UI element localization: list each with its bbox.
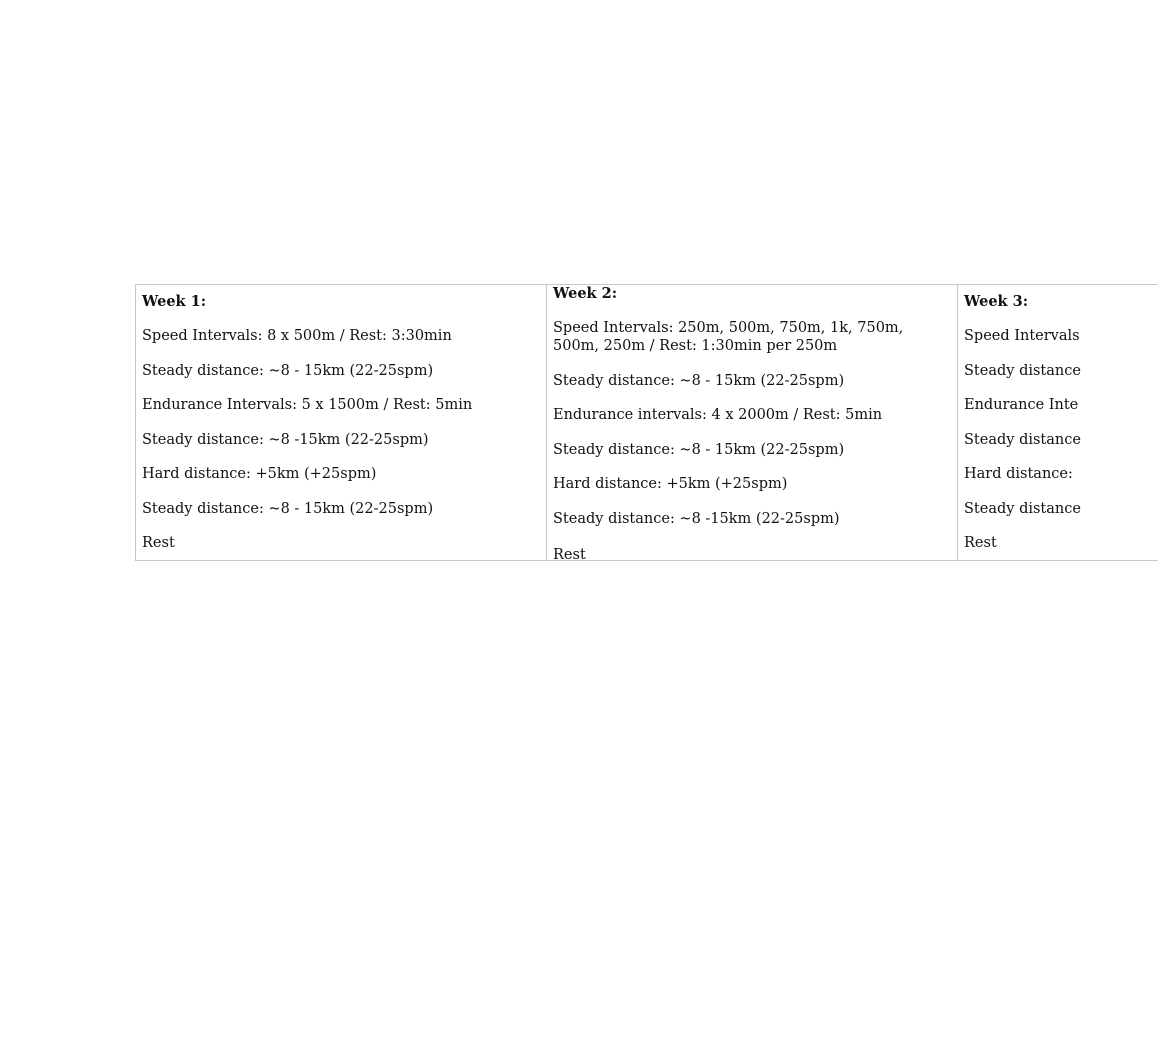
workout-entry: Rest [142, 535, 175, 551]
workout-entry: Speed Intervals [964, 328, 1080, 344]
workout-entry: Steady distance [964, 500, 1081, 517]
workout-entry: Speed Intervals: 250m, 500m, 750m, 1k, 750m, 500m, 250m / Rest: 1:30min per 250m [553, 320, 904, 354]
workout-entry: Endurance intervals: 4 x 2000m / Rest: 5min [553, 407, 883, 423]
week-column-1 [136, 285, 547, 560]
workout-entry: Hard distance: +5km (+25spm) [553, 476, 788, 492]
workout-entry: Steady distance [964, 431, 1081, 448]
week-column-2 [547, 285, 958, 563]
workout-entry: Steady distance: ~8 - 15km (22-25spm) [553, 372, 845, 389]
workout-entry: Steady distance: ~8 -15km (22-25spm) [553, 510, 840, 527]
workout-entry: Endurance Intervals: 5 x 1500m / Rest: 5min [142, 397, 473, 413]
workout-entry: Hard distance: [964, 466, 1073, 482]
week-title: Week 2: [553, 285, 618, 302]
workout-entry: Steady distance: ~8 - 15km (22-25spm) [142, 500, 434, 517]
workout-entry: Steady distance [964, 362, 1081, 379]
week-title: Week 1: [142, 293, 207, 310]
workout-entry: Rest [964, 535, 997, 551]
workout-entry: Steady distance: ~8 -15km (22-25spm) [142, 431, 429, 448]
workout-entry: Rest [553, 546, 586, 563]
week-title: Week 3: [964, 293, 1029, 310]
workout-entry: Endurance Inte [964, 397, 1079, 413]
workout-entry: Hard distance: +5km (+25spm) [142, 466, 377, 482]
workout-entry: Steady distance: ~8 - 15km (22-25spm) [553, 441, 845, 458]
training-plan-table [135, 284, 1158, 561]
workout-entry: Speed Intervals: 8 x 500m / Rest: 3:30min [142, 328, 452, 344]
workout-entry: Steady distance: ~8 - 15km (22-25spm) [142, 362, 434, 379]
week-column-3 [958, 285, 1158, 560]
